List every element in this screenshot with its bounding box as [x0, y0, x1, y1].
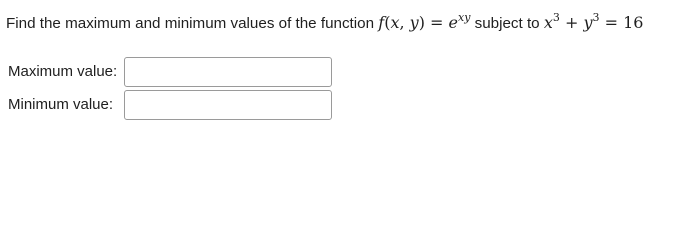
exponent-xy: xy — [457, 11, 471, 24]
constraint-y: y — [583, 13, 593, 32]
constraint-equals: = — [599, 13, 624, 32]
constraint-expression — [544, 13, 644, 32]
maximum-value-input[interactable] — [124, 57, 332, 87]
maximum-label: Maximum value: — [8, 63, 118, 80]
constraint-x: x — [543, 13, 553, 32]
base-e: e — [448, 13, 458, 32]
constraint-exponent-y: 3 — [592, 11, 600, 24]
comma: , — [399, 13, 410, 32]
variable-y: y — [409, 13, 419, 32]
variable-x: x — [390, 13, 400, 32]
function-name: f — [378, 13, 385, 32]
minimum-label: Minimum value: — [8, 96, 114, 113]
function-expression — [378, 13, 470, 32]
minimum-value-input[interactable] — [124, 90, 332, 120]
plus-sign: + — [559, 13, 584, 32]
question-text — [6, 10, 690, 36]
constraint-exponent-x: 3 — [552, 11, 560, 24]
open-paren: ( — [384, 13, 391, 32]
constraint-value: 16 — [623, 13, 644, 32]
question-prefix: Find the maximum and minimum values of the function — [6, 15, 379, 32]
close-paren: ) — [418, 13, 425, 32]
equals-sign: = — [424, 13, 449, 32]
subject-to-text: subject to — [470, 15, 544, 32]
